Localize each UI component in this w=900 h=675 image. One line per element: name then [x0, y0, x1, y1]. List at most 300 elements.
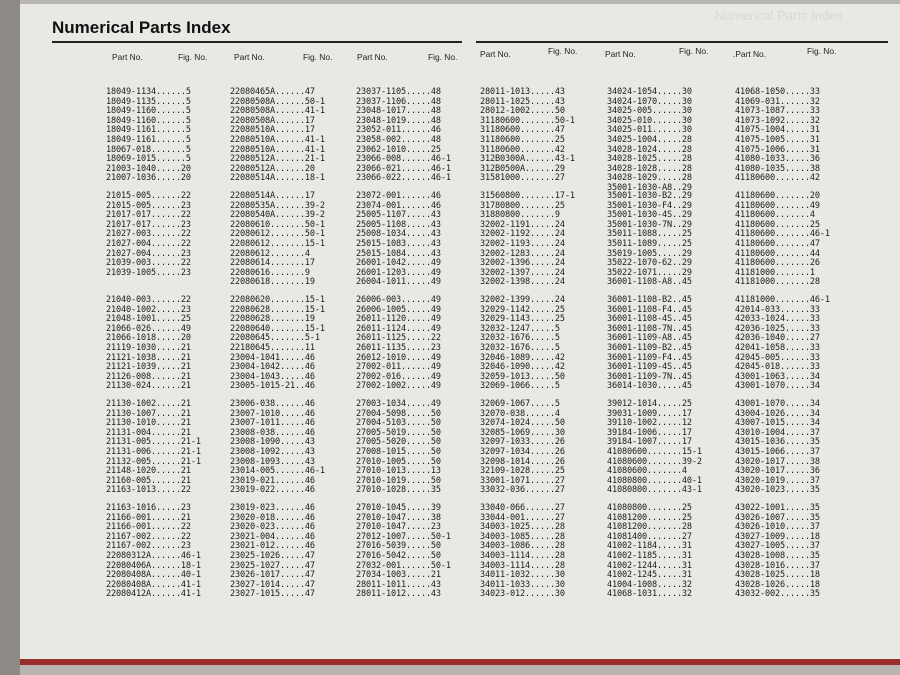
index-entry: 41075-1004.....31	[735, 125, 820, 136]
entry-group	[356, 192, 472, 296]
header-fig-no-5: Fig. No.	[679, 46, 709, 56]
header-part-no-3: Part No.	[357, 52, 388, 62]
index-entry: 27004-5098.....50	[356, 408, 441, 419]
index-entry: 35022-1071.....29	[607, 267, 692, 278]
index-entry: 34003-1025.....28	[480, 522, 565, 533]
index-entry: 36001-1109-A8..45	[607, 333, 692, 344]
index-entry: 41002-1245.....31	[607, 570, 692, 581]
index-entry: 18049-1160......5	[106, 115, 191, 126]
entry-group	[230, 400, 346, 504]
header-part-no-1: Part No.	[112, 52, 143, 62]
index-entry: 41004-1008.....32	[607, 579, 692, 590]
index-entry: 41180600.......42	[735, 173, 820, 184]
index-entry: 32070-038......4	[480, 408, 560, 419]
index-entry: 33044-001......27	[480, 512, 565, 523]
entry-group	[607, 400, 723, 504]
index-entry: 21119-1030.....21	[106, 342, 191, 353]
index-entry: 25015-1084.....43	[356, 248, 441, 259]
index-entry: 23007-1010.....46	[230, 408, 315, 419]
index-entry: 32002-1396.....24	[480, 258, 565, 269]
index-entry: 36001-1109-4S..45	[607, 362, 692, 373]
index-entry: 22080610.......50-1	[230, 219, 325, 230]
index-entry: 32098-1014.....26	[480, 456, 565, 467]
index-entry: 23066-008......46-1	[356, 154, 451, 165]
index-entry: 42036-1025.....33	[735, 323, 820, 334]
index-entry: 21007-1036.....20	[106, 173, 191, 184]
index-entry: 31180600.......47	[480, 125, 565, 136]
index-entry: 32002-1193.....24	[480, 238, 565, 249]
index-entry: 22080535A......39-2	[230, 200, 325, 211]
index-entry: 35022-1070-62..29	[607, 258, 692, 269]
index-entry: 31180600.......50-1	[480, 115, 575, 126]
index-entry: 21027-004......23	[106, 248, 191, 259]
index-entry: 41068-1031.....32	[607, 589, 692, 600]
entry-group	[230, 88, 346, 192]
index-entry: 22080465A......47	[230, 87, 315, 97]
index-entry: 34025-010......30	[607, 115, 692, 126]
index-entry: 41068-1050.....33	[735, 87, 820, 97]
index-entry: 23074-001......46	[356, 200, 441, 211]
index-entry: 22080645.......5-1	[230, 333, 320, 344]
index-entry: 26006-003......49	[356, 295, 441, 305]
index-entry: 32032-1676.....5	[480, 342, 560, 353]
entry-group	[480, 296, 596, 400]
index-entry: 35019-1005.....29	[607, 248, 692, 259]
index-entry: 21130-1002.....21	[106, 399, 191, 409]
index-entry: 43026-1007.....35	[735, 512, 820, 523]
index-entry: 39184-1006.....17	[607, 427, 692, 438]
index-entry: 25005-1108.....43	[356, 219, 441, 230]
index-entry: 41180600.......47	[735, 238, 820, 249]
header-fig-no-4: Fig. No.	[548, 46, 578, 56]
index-entry: 32029-1143.....25	[480, 314, 565, 325]
index-entry: 21039-003......22	[106, 258, 191, 269]
entry-group	[106, 88, 222, 192]
index-entry: 41180600.......20	[735, 191, 820, 201]
index-entry: 23037-1106.....48	[356, 96, 441, 107]
index-entry: 22080628.......19	[230, 314, 315, 325]
index-entry: 31780800.......25	[480, 200, 565, 211]
index-entry: 23008-1093.....43	[230, 456, 315, 467]
index-entry: 35011-1089.....25	[607, 238, 692, 249]
index-entry: 41080600.......15-1	[607, 446, 702, 457]
index-entry: 23072-001......46	[356, 191, 441, 201]
index-entry: 41080-1033.....36	[735, 154, 820, 165]
index-entry: 32002-1191.....24	[480, 219, 565, 230]
header-rule-left	[52, 41, 462, 43]
index-entry: 27010-1028.....35	[356, 485, 441, 496]
index-entry: 43028-1008.....35	[735, 550, 820, 561]
index-entry: 22080540A......39-2	[230, 210, 325, 221]
index-entry: 21131-006......21-1	[106, 446, 201, 457]
entry-group	[480, 504, 596, 608]
index-entry: 21066-1018.....20	[106, 333, 191, 344]
index-entry: 41181000.......46-1	[735, 295, 830, 305]
index-entry: 21166-001......22	[106, 522, 191, 533]
index-entry: 43001-1063.....34	[735, 371, 820, 382]
index-entry: 36001-1108-F4..45	[607, 304, 692, 315]
index-entry: 18049-1134......5	[106, 87, 191, 97]
index-entry: 41073-1092.....32	[735, 115, 820, 126]
index-entry: 41180600.......44	[735, 248, 820, 259]
index-entry: 41075-1006.....31	[735, 144, 820, 155]
index-entry: 27034-1003.....21	[356, 570, 441, 581]
index-entry: 22080620.......15-1	[230, 295, 325, 305]
index-entry: 27010-1019.....50	[356, 475, 441, 486]
header-part-no-4: Part No.	[480, 49, 511, 59]
entry-group	[607, 192, 723, 296]
entry-group	[735, 504, 851, 608]
index-entry: 21130-1010.....21	[106, 418, 191, 429]
entry-group	[106, 400, 222, 504]
index-entry: 26006-1005.....49	[356, 304, 441, 315]
index-entry: 41181000.......1	[735, 267, 815, 278]
index-entry: 21039-1005.....23	[106, 267, 191, 278]
index-entry: 23020-023......46	[230, 522, 315, 533]
index-entry: 23008-038......46	[230, 427, 315, 438]
index-entry: 26011-1135.....23	[356, 342, 441, 353]
index-entry: 22080640.......15-1	[230, 323, 325, 334]
index-entry: 21017-017......23	[106, 219, 191, 230]
index-entry: 43026-1010.....37	[735, 522, 820, 533]
index-entry: 32002-1397.....24	[480, 267, 565, 278]
index-entry: 28011-1013.....43	[480, 87, 565, 97]
index-entry: 32059-1013.....50	[480, 371, 565, 382]
index-entry: 39031-1009.....17	[607, 408, 692, 419]
index-entry: 22080508A......17	[230, 115, 315, 126]
index-entry: 41080600.......4	[607, 466, 687, 477]
index-entry: 23027-1015.....47	[230, 589, 315, 600]
index-entry: 26011-1124.....49	[356, 323, 441, 334]
index-entry: 22080514A......17	[230, 191, 315, 201]
index-entry: 33040-066......27	[480, 503, 565, 513]
index-entry: 27032-001......50-1	[356, 560, 451, 571]
index-entry: 27002-011......49	[356, 362, 441, 373]
background-edge	[0, 0, 20, 675]
entry-group	[480, 400, 596, 504]
entry-group	[607, 504, 723, 608]
index-entry: 22080618.......19	[230, 277, 315, 288]
index-entry: 27016-5039.....50	[356, 541, 441, 552]
index-entry: 18049-1161......5	[106, 134, 191, 145]
header-part-no-5: Part No.	[605, 49, 636, 59]
index-entry: 25015-1083.....43	[356, 238, 441, 249]
index-entry: 22080406A......18-1	[106, 560, 201, 571]
index-entry: 31581000.......27	[480, 173, 565, 184]
index-entry: 32002-1283.....24	[480, 248, 565, 259]
index-entry: 21027-004......22	[106, 238, 191, 249]
index-entry: 39110-1002.....12	[607, 418, 692, 429]
index-entry: 312B0500A......29	[480, 163, 565, 174]
index-entry: 23037-1105.....48	[356, 87, 441, 97]
page-bottom-edge	[20, 659, 900, 665]
index-entry: 41069-031......32	[735, 96, 820, 107]
index-entry: 41081200.......28	[607, 522, 692, 533]
header-fig-no-1: Fig. No.	[178, 52, 208, 62]
index-entry: 27010-1005.....50	[356, 456, 441, 467]
index-entry: 22080508A......41-1	[230, 106, 325, 117]
index-entry: 21015-005......22	[106, 191, 191, 201]
index-entry: 43028-1016.....37	[735, 560, 820, 571]
index-entry: 43010-1004.....37	[735, 427, 820, 438]
index-entry: 34028-1024.....28	[607, 144, 692, 155]
index-entry: 33001-1071.....27	[480, 475, 565, 486]
index-entry: 22080508A......50-1	[230, 96, 325, 107]
index-entry: 23026-1017.....47	[230, 570, 315, 581]
page-title: Numerical Parts Index	[52, 18, 231, 37]
index-entry: 312B0300A......43-1	[480, 154, 575, 165]
index-entry: 23027-1014.....47	[230, 579, 315, 590]
index-column-1	[106, 88, 222, 608]
index-entry: 41081200.......25	[607, 512, 692, 523]
index-entry: 42014-033......33	[735, 304, 820, 315]
index-entry: 41180600.......46-1	[735, 229, 830, 240]
index-entry: 23066-021......46-1	[356, 163, 451, 174]
index-entry: 34011-1032.....30	[480, 570, 565, 581]
index-entry: 28011-1011.....43	[356, 579, 441, 590]
index-entry: 21148-1020.....21	[106, 466, 191, 477]
index-entry: 34028-1028.....28	[607, 163, 692, 174]
index-entry: 43027-1009.....18	[735, 531, 820, 542]
index-entry: 21163-1016.....23	[106, 503, 191, 513]
index-entry: 27008-1015.....50	[356, 446, 441, 457]
index-entry: 34025-1004.....28	[607, 134, 692, 145]
index-entry: 22080628.......15-1	[230, 304, 325, 315]
index-entry: 34025-005......30	[607, 106, 692, 117]
index-entry: 32002-1398.....24	[480, 277, 565, 288]
index-entry: 43028-1026.....18	[735, 579, 820, 590]
index-column-6	[735, 88, 851, 608]
index-entry: 35001-1030-4S..29	[607, 210, 692, 221]
index-entry: 23021-004......46	[230, 531, 315, 542]
facing-page-title: Numerical Parts Index	[715, 8, 843, 23]
index-column-4	[480, 88, 596, 608]
index-entry: 41002-1185.....31	[607, 550, 692, 561]
index-entry: 23019-021......46	[230, 475, 315, 486]
index-entry: 21126-008......21	[106, 371, 191, 382]
index-entry: 21130-024......21	[106, 381, 191, 392]
index-entry: 36001-1108-B2..45	[607, 295, 692, 305]
index-entry: 33032-036......27	[480, 485, 565, 496]
index-entry: 23052-011......46	[356, 125, 441, 136]
index-entry: 41080600.......39-2	[607, 456, 702, 467]
index-entry: 23008-1092.....43	[230, 446, 315, 457]
index-entry: 21167-002......22	[106, 531, 191, 542]
index-entry: 23021-012......46	[230, 541, 315, 552]
index-entry: 27005-5019.....50	[356, 427, 441, 438]
index-entry: 27002-016......49	[356, 371, 441, 382]
index-entry: 21003-1040.....20	[106, 163, 191, 174]
index-entry: 23019-023......46	[230, 503, 315, 513]
index-entry: 18069-1015......5	[106, 154, 191, 165]
index-entry: 21027-003......22	[106, 229, 191, 240]
index-entry: 35001-1030-A8..29	[607, 182, 692, 193]
index-entry: 22080612.......4	[230, 248, 310, 259]
entry-group	[356, 504, 472, 608]
index-entry: 35001-1030-F4..29	[607, 200, 692, 211]
index-entry: 41180600.......25	[735, 219, 820, 230]
index-entry: 31180600.......42	[480, 144, 565, 155]
header-fig-no-6: Fig. No.	[807, 46, 837, 56]
index-entry: 41180600.......26	[735, 258, 820, 269]
index-entry: 43022-1001.....35	[735, 503, 820, 513]
entry-group	[230, 504, 346, 608]
index-entry: 41075-1005.....31	[735, 134, 820, 145]
index-entry: 42045-018......33	[735, 362, 820, 373]
index-entry: 27005-5020.....50	[356, 437, 441, 448]
index-column-2	[230, 88, 346, 608]
index-entry: 21121-1039.....21	[106, 362, 191, 373]
entry-group	[356, 88, 472, 192]
index-entry: 39012-1014.....25	[607, 399, 692, 409]
index-entry: 22080510A......41-1	[230, 134, 325, 145]
index-entry: 21130-1007.....21	[106, 408, 191, 419]
index-entry: 41180600.......4	[735, 210, 815, 221]
index-entry: 23006-038......46	[230, 399, 315, 409]
index-entry: 26012-1010.....49	[356, 352, 441, 363]
entry-group	[230, 192, 346, 296]
index-entry: 27010-1045.....39	[356, 503, 441, 513]
index-entry: 27003-1034.....49	[356, 399, 441, 409]
index-entry: 28012-1002.....50	[480, 106, 565, 117]
header-fig-no-3: Fig. No.	[428, 52, 458, 62]
index-entry: 32085-1069.....30	[480, 427, 565, 438]
index-entry: 35011-1088.....25	[607, 229, 692, 240]
index-entry: 32002-1399.....24	[480, 295, 565, 305]
index-entry: 21167-002......23	[106, 541, 191, 552]
entry-group	[480, 88, 596, 192]
index-entry: 21166-001......21	[106, 512, 191, 523]
index-entry: 32097-1034.....26	[480, 446, 565, 457]
index-entry: 34025-011......30	[607, 125, 692, 136]
index-column-5	[607, 88, 723, 608]
entry-group	[607, 88, 723, 192]
index-entry: 32029-1142.....25	[480, 304, 565, 315]
entry-group	[356, 400, 472, 504]
index-entry: 43001-1070.....34	[735, 399, 820, 409]
index-entry: 22080612.......15-1	[230, 238, 325, 249]
index-entry: 36001-1108-7N..45	[607, 323, 692, 334]
index-entry: 23062-1010.....25	[356, 144, 441, 155]
index-entry: 43015-1036.....35	[735, 437, 820, 448]
index-entry: 22080512A......21-1	[230, 154, 325, 165]
index-entry: 32097-1033.....26	[480, 437, 565, 448]
header-part-no-2: Part No.	[234, 52, 265, 62]
index-entry: 21163-1013.....22	[106, 485, 191, 496]
index-entry: 41080800.......40-1	[607, 475, 702, 486]
index-entry: 21066-026......49	[106, 323, 191, 334]
index-entry: 22080514A......18-1	[230, 173, 325, 184]
index-entry: 26011-1125.....22	[356, 333, 441, 344]
index-entry: 26001-1042.....49	[356, 258, 441, 269]
index-entry: 18049-1161......5	[106, 125, 191, 136]
index-entry: 22080510A......41-1	[230, 144, 325, 155]
entry-group	[356, 296, 472, 400]
index-entry: 34024-1054.....30	[607, 87, 692, 97]
index-entry: 28011-1025.....43	[480, 96, 565, 107]
index-entry: 23004-1041.....46	[230, 352, 315, 363]
index-entry: 34028-1029.....28	[607, 173, 692, 184]
entry-group	[106, 296, 222, 400]
header-fig-no-2: Fig. No.	[303, 52, 333, 62]
index-entry: 31880800.......9	[480, 210, 560, 221]
index-entry: 22080510A......17	[230, 125, 315, 136]
index-entry: 22080412A......41-1	[106, 589, 201, 600]
index-entry: 18049-1135......5	[106, 96, 191, 107]
index-entry: 34028-1025.....28	[607, 154, 692, 165]
index-entry: 36001-1109-F4..45	[607, 352, 692, 363]
index-entry: 41080800.......43-1	[607, 485, 702, 496]
index-entry: 34024-1070.....30	[607, 96, 692, 107]
index-entry: 23025-1027.....47	[230, 560, 315, 571]
index-entry: 42033-1024.....33	[735, 314, 820, 325]
index-entry: 43027-1005.....37	[735, 541, 820, 552]
index-entry: 21131-005......21-1	[106, 437, 201, 448]
index-entry: 35001-1030-B2..29	[607, 191, 692, 201]
index-entry: 32046-1090.....42	[480, 362, 565, 373]
index-entry: 27016-5042.....50	[356, 550, 441, 561]
index-entry: 23005-1015-21..46	[230, 381, 315, 392]
index-entry: 23007-1011.....46	[230, 418, 315, 429]
index-entry: 34023-012......30	[480, 589, 565, 600]
index-entry: 26011-1120.....49	[356, 314, 441, 325]
index-entry: 34003-1114.....28	[480, 550, 565, 561]
index-entry: 22180645.......11	[230, 342, 315, 353]
index-entry: 32032-1247.....5	[480, 323, 560, 334]
index-entry: 23008-1090.....43	[230, 437, 315, 448]
index-entry: 41080-1035.....38	[735, 163, 820, 174]
index-entry: 32069-1067.....5	[480, 399, 560, 409]
index-entry: 31180600.......25	[480, 134, 565, 145]
index-entry: 23066-022......46-1	[356, 173, 451, 184]
index-entry: 23025-1026.....47	[230, 550, 315, 561]
index-entry: 23014-005......46-1	[230, 466, 325, 477]
index-entry: 43020-1019.....37	[735, 475, 820, 486]
index-entry: 27004-5103.....50	[356, 418, 441, 429]
index-entry: 23048-1019.....48	[356, 115, 441, 126]
index-entry: 25008-1034.....43	[356, 229, 441, 240]
index-entry: 32069-1066.....5	[480, 381, 560, 392]
index-entry: 43004-1026.....34	[735, 408, 820, 419]
index-entry: 23004-1043.....46	[230, 371, 315, 382]
index-entry: 21040-1002.....23	[106, 304, 191, 315]
entry-group	[735, 296, 851, 400]
index-entry: 22080612.......50-1	[230, 229, 325, 240]
index-entry: 25005-1107.....43	[356, 210, 441, 221]
entry-group	[607, 296, 723, 400]
index-entry: 27010-1013.....13	[356, 466, 441, 477]
index-entry: 27010-1047.....23	[356, 522, 441, 533]
header-part-no-6: .Part No.	[733, 49, 767, 59]
index-entry: 43028-1025.....18	[735, 570, 820, 581]
index-entry: 21017-017......22	[106, 210, 191, 221]
index-entry: 22080512A......20	[230, 163, 315, 174]
index-entry: 31560800.......17-1	[480, 191, 575, 201]
index-entry: 32002-1192.....24	[480, 229, 565, 240]
index-entry: 27012-1007.....50-1	[356, 531, 451, 542]
entry-group	[106, 192, 222, 296]
index-entry: 41181000.......28	[735, 277, 820, 288]
index-entry: 36001-1109-B2..45	[607, 342, 692, 353]
index-entry: 22080614.......17	[230, 258, 315, 269]
index-entry: 34003-1086.....28	[480, 541, 565, 552]
index-entry: 43007-1015.....34	[735, 418, 820, 429]
entry-group	[106, 504, 222, 608]
index-entry: 18049-1160......5	[106, 106, 191, 117]
entry-group	[230, 296, 346, 400]
index-entry: 43020-1023.....35	[735, 485, 820, 496]
index-entry: 35001-1030-7N..29	[607, 219, 692, 230]
